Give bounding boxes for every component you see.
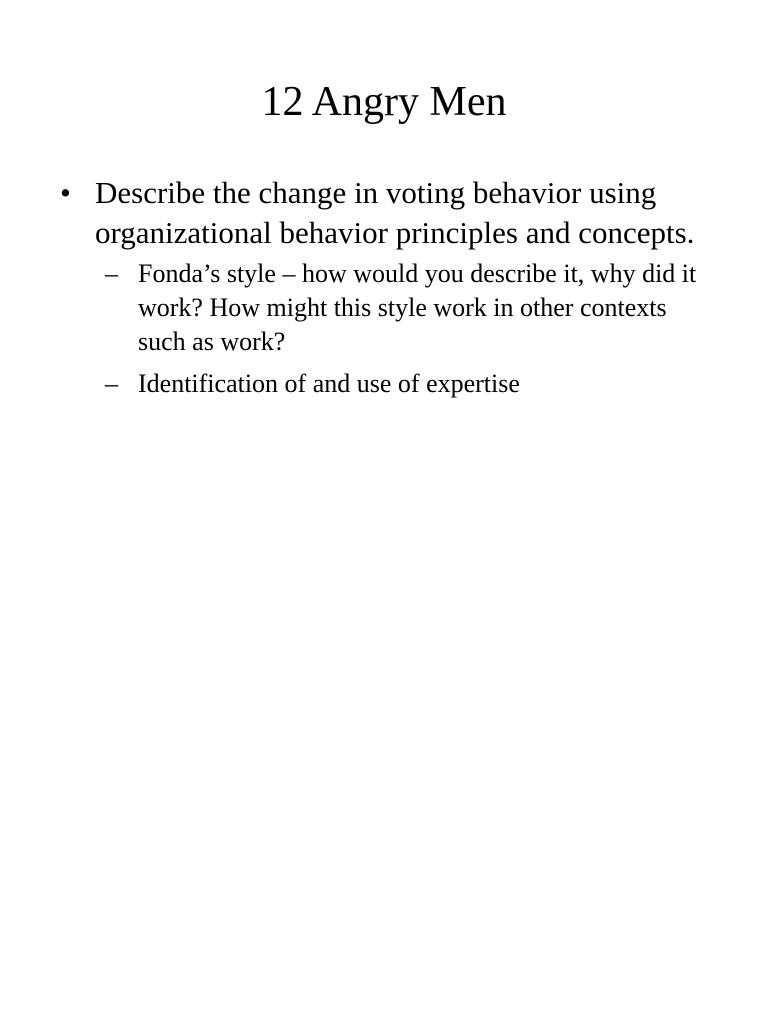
bullet-list	[58, 173, 718, 409]
bullet-item	[58, 173, 718, 401]
bullet-marker-icon: •	[60, 175, 71, 210]
slide-title: 12 Angry Men	[261, 79, 507, 125]
dash-marker-icon: –	[105, 369, 118, 398]
dash-marker-icon: –	[105, 259, 118, 288]
sub-bullet-text: Fonda’s style – how would you describe it, why did it work? How might this style work in other contexts such as work?	[138, 259, 697, 356]
bullet-text: Describe the change in voting behavior using organizational behavior principles and concepts.	[95, 175, 695, 250]
sub-bullet-item	[105, 367, 718, 401]
sub-bullet-list	[95, 257, 718, 401]
sub-bullet-item	[105, 257, 718, 359]
sub-bullet-text: Identification of and use of expertise	[138, 369, 520, 398]
